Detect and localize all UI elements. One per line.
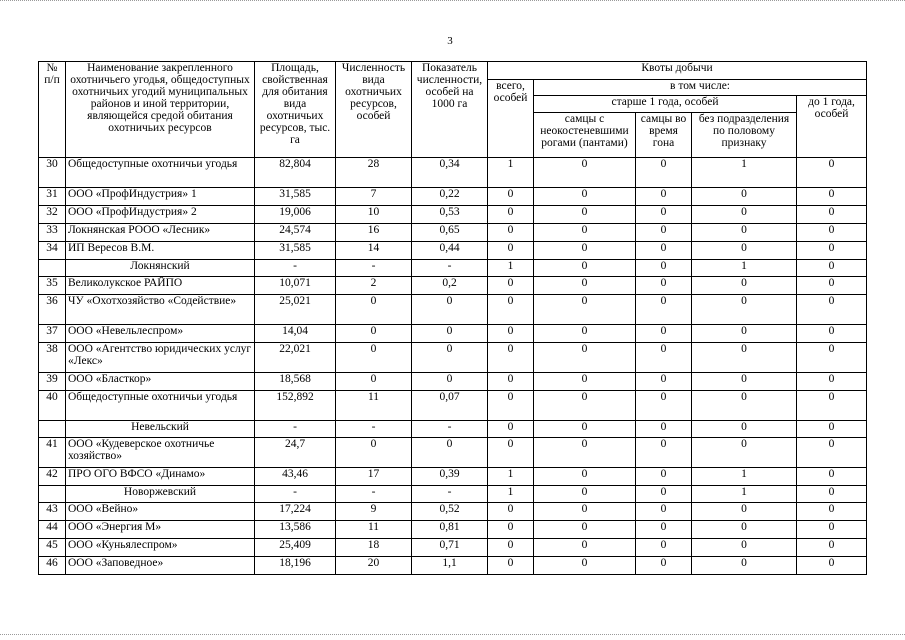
header-older: старше 1 года, особей [534,96,797,113]
cell-dens: 0,71 [412,539,488,557]
cell-name: Новоржевский [66,486,255,503]
cell-rut: 0 [636,521,692,539]
cell-name: ООО «Энергия М» [66,521,255,539]
cell-rut: 0 [636,343,692,373]
cell-pop: 14 [336,242,412,260]
cell-velvet: 0 [534,260,636,277]
cell-young: 0 [797,503,867,521]
cell-n: 38 [39,343,66,373]
cell-rut: 0 [636,486,692,503]
cell-area: 25,409 [255,539,336,557]
cell-total: 0 [488,539,534,557]
cell-velvet: 0 [534,277,636,295]
cell-n: 35 [39,277,66,295]
cell-pop: 2 [336,277,412,295]
cell-dens: 0 [412,343,488,373]
cell-name: Невельский [66,421,255,438]
cell-young: 0 [797,391,867,421]
cell-velvet: 0 [534,391,636,421]
cell-velvet: 0 [534,224,636,242]
cell-total: 1 [488,486,534,503]
cell-area: 13,586 [255,521,336,539]
cell-velvet: 0 [534,325,636,343]
cell-nosex: 0 [692,295,797,325]
cell-name: ЧУ «Охотхозяйство «Содействие» [66,295,255,325]
cell-dens: - [412,260,488,277]
cell-velvet: 0 [534,188,636,206]
cell-n: 45 [39,539,66,557]
cell-rut: 0 [636,188,692,206]
cell-name: ООО «Вейно» [66,503,255,521]
cell-total: 0 [488,295,534,325]
cell-total: 0 [488,224,534,242]
cell-area: 18,196 [255,557,336,575]
cell-total: 0 [488,343,534,373]
cell-young: 0 [797,188,867,206]
cell-name: ООО «Бласткор» [66,373,255,391]
cell-total: 0 [488,373,534,391]
cell-area: 19,006 [255,206,336,224]
quota-table [38,61,867,575]
cell-area: 31,585 [255,188,336,206]
cell-n: 40 [39,391,66,421]
district-total-row [39,260,867,277]
cell-dens: 0 [412,325,488,343]
table-row [39,277,867,295]
cell-nosex: 0 [692,188,797,206]
cell-young: 0 [797,421,867,438]
cell-nosex: 1 [692,468,797,486]
cell-pop: - [336,486,412,503]
cell-name: ООО «Кудеверское охотничье хозяйство» [66,438,255,468]
cell-n: 33 [39,224,66,242]
cell-pop: 0 [336,343,412,373]
cell-area: 31,585 [255,242,336,260]
cell-name: ООО «Заповедное» [66,557,255,575]
cell-pop: 0 [336,295,412,325]
table-row [39,539,867,557]
header-velvet: самцы с неокостеневшими рогами (пантами) [534,113,636,158]
cell-name: Великолукское РАЙПО [66,277,255,295]
cell-total: 0 [488,277,534,295]
cell-young: 0 [797,438,867,468]
cell-pop: 11 [336,521,412,539]
cell-rut: 0 [636,539,692,557]
table-row [39,521,867,539]
cell-dens: 0,81 [412,521,488,539]
cell-n: 44 [39,521,66,539]
cell-pop: - [336,421,412,438]
cell-n: 30 [39,158,66,188]
table-row [39,224,867,242]
cell-dens: 0,07 [412,391,488,421]
cell-total: 0 [488,421,534,438]
cell-dens: 0 [412,295,488,325]
cell-dens: - [412,421,488,438]
cell-pop: 17 [336,468,412,486]
table-row [39,295,867,325]
cell-dens: 0,22 [412,188,488,206]
table-row [39,325,867,343]
cell-nosex: 0 [692,224,797,242]
cell-dens: 0,34 [412,158,488,188]
cell-young: 0 [797,557,867,575]
cell-n: 46 [39,557,66,575]
cell-nosex: 1 [692,158,797,188]
table-row [39,503,867,521]
cell-velvet: 0 [534,295,636,325]
cell-velvet: 0 [534,539,636,557]
cell-nosex: 0 [692,343,797,373]
cell-velvet: 0 [534,521,636,539]
cell-area: - [255,486,336,503]
cell-area: 152,892 [255,391,336,421]
cell-total: 0 [488,503,534,521]
cell-rut: 0 [636,503,692,521]
cell-velvet: 0 [534,468,636,486]
cell-pop: - [336,260,412,277]
cell-young: 0 [797,521,867,539]
cell-pop: 0 [336,373,412,391]
cell-nosex: 0 [692,421,797,438]
table-row [39,557,867,575]
table-row [39,242,867,260]
cell-n: 43 [39,503,66,521]
district-total-row [39,486,867,503]
header-population: Численность вида охотничьих ресурсов, особей [336,62,412,158]
cell-area: 24,574 [255,224,336,242]
cell-pop: 20 [336,557,412,575]
cell-n: 34 [39,242,66,260]
cell-velvet: 0 [534,503,636,521]
cell-pop: 0 [336,438,412,468]
table-row [39,343,867,373]
cell-dens: 0 [412,438,488,468]
cell-velvet: 0 [534,438,636,468]
cell-dens: 1,1 [412,557,488,575]
cell-rut: 0 [636,421,692,438]
cell-velvet: 0 [534,158,636,188]
cell-rut: 0 [636,391,692,421]
cell-n [39,260,66,277]
cell-area: 24,7 [255,438,336,468]
cell-name: ООО «Куньялеспром» [66,539,255,557]
cell-area: 43,46 [255,468,336,486]
cell-n: 42 [39,468,66,486]
district-total-row [39,421,867,438]
cell-name: ПРО ОГО ВФСО «Динамо» [66,468,255,486]
cell-nosex: 0 [692,373,797,391]
header-total: всего, особей [488,80,534,158]
cell-area: 10,071 [255,277,336,295]
cell-name: ООО «Агентство юридических услуг «Лекс» [66,343,255,373]
cell-name: ООО «ПрофИндустрия» 2 [66,206,255,224]
cell-name: Локнянский [66,260,255,277]
table-row [39,468,867,486]
header-area: Площадь, свойственная для обитания вида охотничьих ресурсов, тыс. га [255,62,336,158]
cell-young: 0 [797,158,867,188]
cell-total: 0 [488,325,534,343]
cell-nosex: 0 [692,521,797,539]
cell-young: 0 [797,242,867,260]
cell-area: 82,804 [255,158,336,188]
cell-name: ООО «ПрофИндустрия» 1 [66,188,255,206]
cell-young: 0 [797,486,867,503]
cell-name: Общедоступные охотничьи угодья [66,158,255,188]
cell-total: 0 [488,391,534,421]
cell-pop: 9 [336,503,412,521]
cell-nosex: 0 [692,325,797,343]
header-num: № п/п [39,62,66,158]
table-row [39,373,867,391]
cell-total: 0 [488,188,534,206]
cell-young: 0 [797,206,867,224]
cell-young: 0 [797,373,867,391]
cell-n: 39 [39,373,66,391]
cell-pop: 18 [336,539,412,557]
cell-area: - [255,421,336,438]
cell-young: 0 [797,539,867,557]
table-row [39,158,867,188]
cell-young: 0 [797,295,867,325]
cell-rut: 0 [636,224,692,242]
cell-n: 37 [39,325,66,343]
cell-n: 31 [39,188,66,206]
cell-area: 14,04 [255,325,336,343]
cell-total: 1 [488,468,534,486]
cell-dens: 0,2 [412,277,488,295]
header-name: Наименование закрепленного охотничьего угодья, общедоступных охотничьих угодий муниципальных районов и иной территории, являющейся средой обитания охотничьих ресурсов [66,62,255,158]
cell-nosex: 1 [692,260,797,277]
cell-rut: 0 [636,373,692,391]
cell-velvet: 0 [534,242,636,260]
cell-dens: 0,65 [412,224,488,242]
cell-young: 0 [797,468,867,486]
table-row [39,438,867,468]
cell-young: 0 [797,343,867,373]
cell-nosex: 0 [692,277,797,295]
cell-velvet: 0 [534,206,636,224]
cell-n [39,486,66,503]
cell-pop: 10 [336,206,412,224]
cell-area: 22,021 [255,343,336,373]
cell-rut: 0 [636,206,692,224]
cell-nosex: 0 [692,557,797,575]
cell-velvet: 0 [534,421,636,438]
cell-rut: 0 [636,242,692,260]
cell-velvet: 0 [534,343,636,373]
cell-area: 17,224 [255,503,336,521]
cell-velvet: 0 [534,486,636,503]
cell-name: Общедоступные охотничьи угодья [66,391,255,421]
cell-nosex: 0 [692,438,797,468]
table-body [39,158,867,575]
scan-edge-bottom [0,634,905,637]
cell-dens: 0,52 [412,503,488,521]
cell-pop: 11 [336,391,412,421]
cell-dens: 0,44 [412,242,488,260]
cell-area: 25,021 [255,295,336,325]
header-quotas: Квоты добычи [488,62,867,80]
cell-rut: 0 [636,260,692,277]
cell-total: 0 [488,206,534,224]
cell-young: 0 [797,260,867,277]
cell-young: 0 [797,325,867,343]
cell-rut: 0 [636,158,692,188]
table-row [39,188,867,206]
cell-area: - [255,260,336,277]
cell-young: 0 [797,277,867,295]
cell-n: 36 [39,295,66,325]
cell-n: 41 [39,438,66,468]
table-row [39,391,867,421]
cell-pop: 16 [336,224,412,242]
cell-nosex: 1 [692,486,797,503]
cell-name: ООО «Невельлеспром» [66,325,255,343]
header-nosex: без подразделения по половому признаку [692,113,797,158]
cell-velvet: 0 [534,373,636,391]
cell-velvet: 0 [534,557,636,575]
cell-rut: 0 [636,277,692,295]
cell-total: 0 [488,438,534,468]
cell-dens: 0,53 [412,206,488,224]
table-row [39,206,867,224]
cell-total: 0 [488,242,534,260]
cell-name: Локнянская РООО «Лесник» [66,224,255,242]
cell-rut: 0 [636,295,692,325]
cell-total: 1 [488,158,534,188]
cell-nosex: 0 [692,242,797,260]
cell-rut: 0 [636,557,692,575]
cell-pop: 28 [336,158,412,188]
cell-total: 0 [488,557,534,575]
cell-young: 0 [797,224,867,242]
header-young: до 1 года, особей [797,96,867,158]
cell-name: ИП Вересов В.М. [66,242,255,260]
cell-nosex: 0 [692,206,797,224]
cell-n: 32 [39,206,66,224]
cell-dens: 0 [412,373,488,391]
cell-total: 0 [488,521,534,539]
cell-nosex: 0 [692,391,797,421]
cell-rut: 0 [636,468,692,486]
cell-pop: 0 [336,325,412,343]
cell-nosex: 0 [692,503,797,521]
cell-rut: 0 [636,438,692,468]
cell-pop: 7 [336,188,412,206]
cell-dens: 0,39 [412,468,488,486]
scan-edge-top [0,0,905,4]
header-density: Показатель численности, особей на 1000 га [412,62,488,158]
header-including: в том числе: [534,80,867,96]
cell-total: 1 [488,260,534,277]
cell-nosex: 0 [692,539,797,557]
page-number: 3 [447,35,453,47]
cell-n [39,421,66,438]
cell-area: 18,568 [255,373,336,391]
cell-rut: 0 [636,325,692,343]
header-rut: самцы во время гона [636,113,692,158]
cell-dens: - [412,486,488,503]
